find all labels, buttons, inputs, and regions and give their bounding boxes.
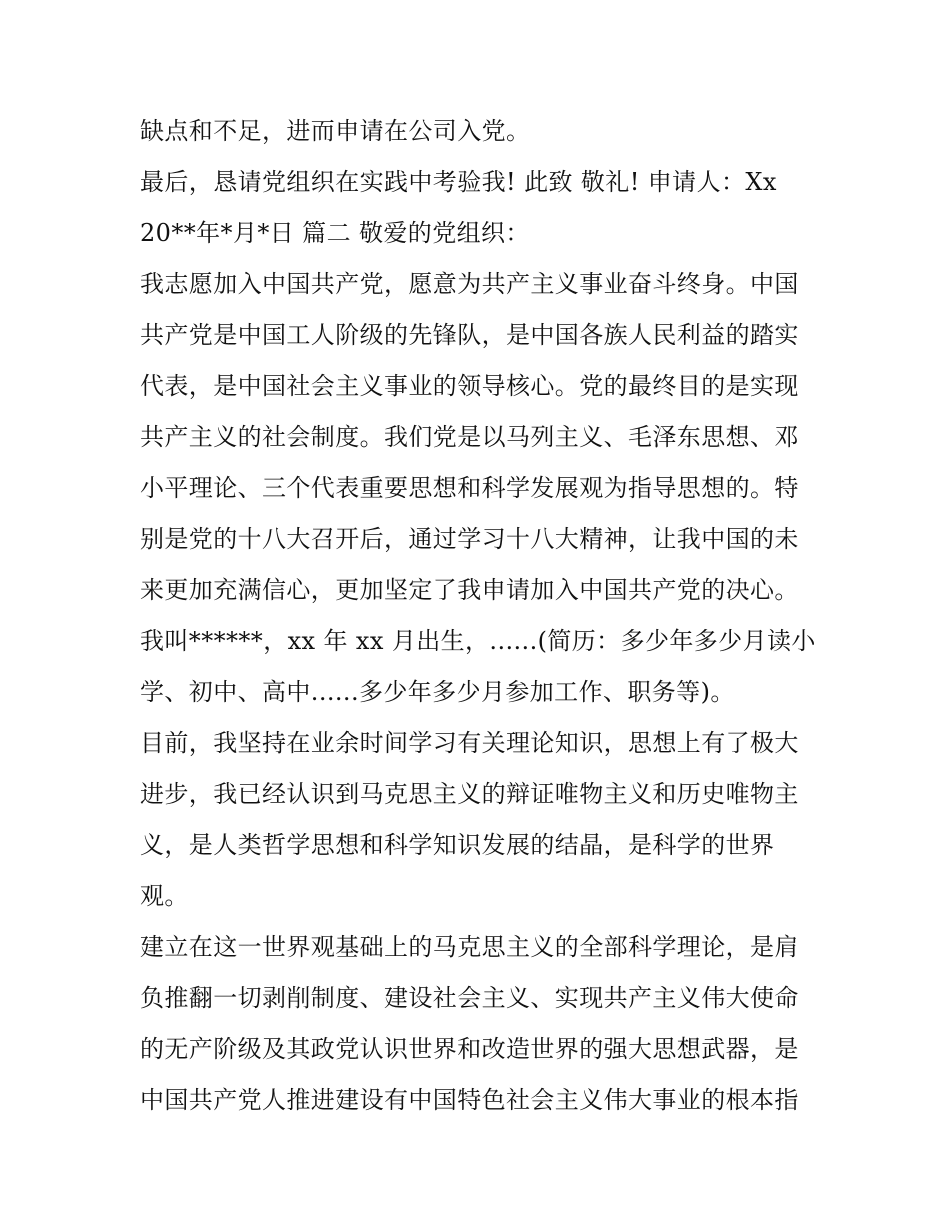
text-line-11: 我叫******，xx 年 xx 月出生，......(简历：多少年多少月读小 (140, 627, 816, 655)
text-line-4: 我志愿加入中国共产党，愿意为共产主义事业奋斗终身。中国 (140, 270, 799, 298)
text-line-10: 来更加充满信心，更加坚定了我申请加入中国共产党的决心。 (140, 576, 799, 604)
text-line-15: 义，是人类哲学思想和科学知识发展的结晶，是科学的世界 (140, 831, 775, 859)
text-line-18: 负推翻一切剥削制度、建设社会主义、实现共产主义伟大使命 (140, 984, 799, 1012)
text-line-17: 建立在这一世界观基础上的马克思主义的全部科学理论，是肩 (140, 933, 799, 961)
document-body (140, 110, 820, 1130)
text-line-3: 20**年*月*日 篇二 敬爱的党组织： (140, 219, 530, 247)
text-line-2: 最后，恳请党组织在实践中考验我! 此致 敬礼! 申请人：Xx (140, 168, 777, 196)
text-line-5: 共产党是中国工人阶级的先锋队，是中国各族人民利益的踏实 (140, 321, 799, 349)
text-line-7: 共产主义的社会制度。我们党是以马列主义、毛泽东思想、邓 (140, 423, 799, 451)
text-line-16: 观。 (140, 882, 189, 910)
text-line-9: 别是党的十八大召开后，通过学习十八大精神，让我中国的未 (140, 525, 799, 553)
text-line-12: 学、初中、高中......多少年多少月参加工作、职务等)。 (140, 678, 735, 706)
text-line-6: 代表，是中国社会主义事业的领导核心。党的最终目的是实现 (140, 372, 799, 400)
text-line-1: 缺点和不足，进而申请在公司入党。 (140, 117, 531, 145)
text-line-13: 目前，我坚持在业余时间学习有关理论知识，思想上有了极大 (140, 729, 799, 757)
text-line-14: 进步，我已经认识到马克思主义的辩证唯物主义和历史唯物主 (140, 780, 799, 808)
text-line-20: 中国共产党人推进建设有中国特色社会主义伟大事业的根本指 (140, 1086, 799, 1114)
text-line-19: 的无产阶级及其政党认识世界和改造世界的强大思想武器，是 (140, 1035, 799, 1063)
text-line-8: 小平理论、三个代表重要思想和科学发展观为指导思想的。特 (140, 474, 799, 502)
